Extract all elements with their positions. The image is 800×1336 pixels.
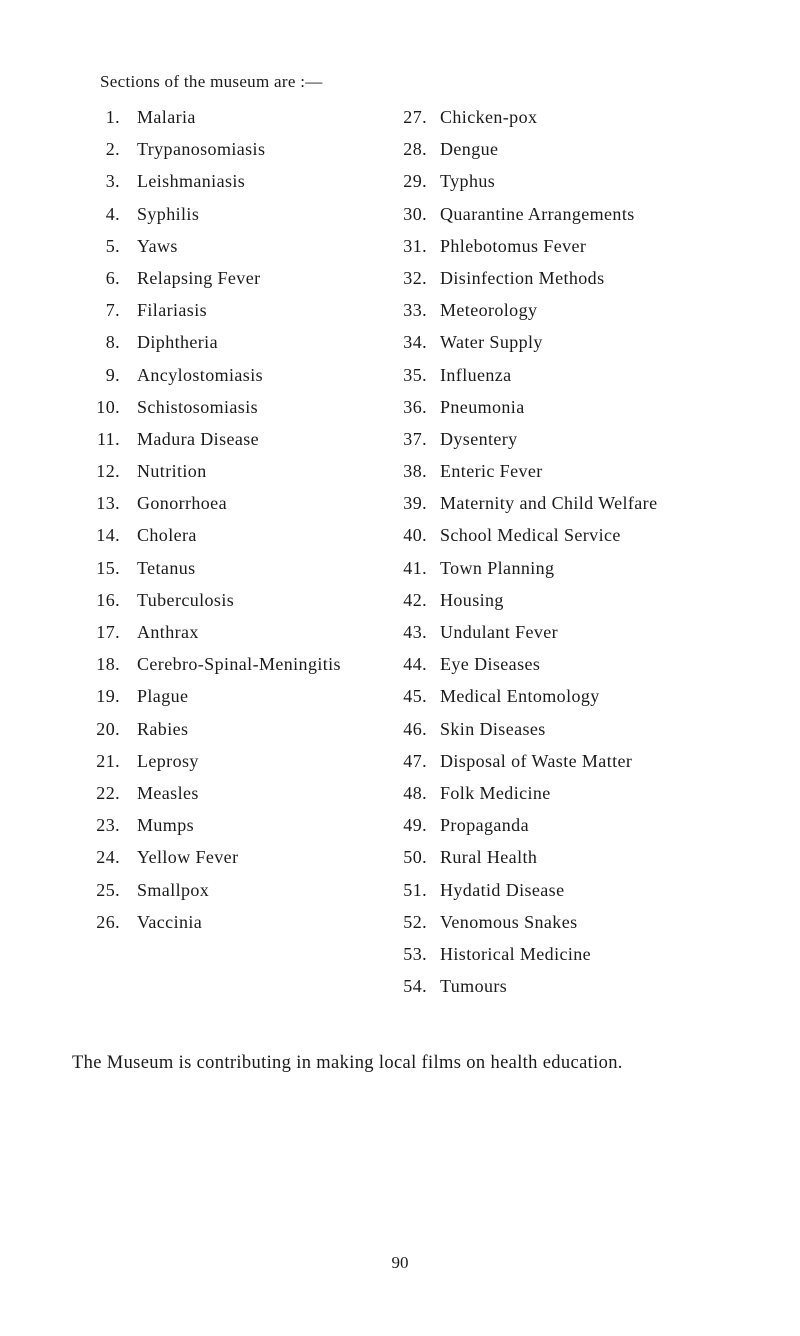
item-name: Folk Medicine <box>440 782 551 803</box>
list-item <box>403 133 800 165</box>
item-name: Tumours <box>440 976 508 997</box>
list-item <box>403 165 800 197</box>
item-name: Ancylostomiasis <box>137 364 263 385</box>
item-number: 36. <box>403 396 427 417</box>
item-name: Rural Health <box>440 847 538 868</box>
item-name: Phlebotomus Fever <box>440 235 587 256</box>
item-name: Vaccinia <box>137 911 203 932</box>
item-name: Relapsing Fever <box>137 267 261 288</box>
item-name: Mumps <box>137 815 195 836</box>
list-item <box>96 262 386 294</box>
item-name: Chicken-pox <box>440 107 538 127</box>
list-item <box>96 552 386 584</box>
list-item <box>96 133 386 165</box>
item-number: 52. <box>403 911 427 932</box>
list-item <box>96 680 386 712</box>
item-number: 3. <box>105 171 120 192</box>
intro-text: Sections of the museum are :— <box>100 72 323 91</box>
list-item <box>96 326 386 358</box>
page-number: 90 <box>391 1253 409 1272</box>
list-item <box>96 648 386 680</box>
item-name: Rabies <box>137 718 189 739</box>
list-item <box>96 198 386 230</box>
item-name: Anthrax <box>137 622 199 642</box>
item-name: Water Supply <box>440 332 543 353</box>
item-name: Schistosomiasis <box>137 396 259 417</box>
item-number: 16. <box>96 589 120 610</box>
item-name: Yellow Fever <box>137 847 239 868</box>
list-item <box>403 423 800 455</box>
item-number: 37. <box>403 428 427 449</box>
list-item <box>96 745 386 777</box>
item-name: Cerebro-Spinal-Meningitis <box>137 654 341 675</box>
item-name: Venomous Snakes <box>440 911 578 932</box>
item-number: 9. <box>105 364 120 385</box>
item-name: Gonorrhoea <box>137 493 227 514</box>
item-name: Meteorology <box>440 300 538 321</box>
list-item <box>403 938 800 970</box>
item-number: 34. <box>403 332 427 353</box>
list-item <box>403 616 800 648</box>
item-name: Measles <box>137 782 199 803</box>
sections-list-left <box>96 101 386 938</box>
item-name: Historical Medicine <box>440 943 592 964</box>
item-number: 4. <box>105 203 120 224</box>
item-number: 18. <box>96 654 120 675</box>
list-item <box>96 809 386 841</box>
item-number: 43. <box>403 622 427 642</box>
item-number: 13. <box>96 493 120 514</box>
item-number: 46. <box>403 718 427 739</box>
list-item <box>96 359 386 391</box>
item-name: Plague <box>137 686 189 707</box>
list-item <box>403 455 800 487</box>
list-item <box>403 584 800 616</box>
list-item <box>403 970 800 1002</box>
item-number: 29. <box>403 171 427 192</box>
item-name: Disinfection Methods <box>440 267 605 288</box>
item-number: 8. <box>105 332 120 353</box>
item-number: 26. <box>96 911 120 932</box>
list-item <box>96 519 386 551</box>
item-number: 1. <box>105 107 120 127</box>
item-number: 54. <box>403 976 427 997</box>
item-number: 53. <box>403 943 427 964</box>
item-name: Medical Entomology <box>440 686 600 707</box>
list-item <box>96 423 386 455</box>
item-number: 21. <box>96 750 120 771</box>
item-number: 48. <box>403 782 427 803</box>
item-name: Propaganda <box>440 815 529 836</box>
item-number: 10. <box>96 396 120 417</box>
list-item <box>403 391 800 423</box>
item-number: 33. <box>403 300 427 321</box>
list-item <box>403 841 800 873</box>
item-name: Trypanosomiasis <box>137 139 266 160</box>
item-name: Disposal of Waste Matter <box>440 750 633 771</box>
item-number: 7. <box>105 300 120 321</box>
item-number: 27. <box>403 107 427 127</box>
list-item <box>403 648 800 680</box>
item-name: School Medical Service <box>440 525 621 546</box>
item-number: 39. <box>403 493 427 514</box>
item-name: Quarantine Arrangements <box>440 203 635 224</box>
item-number: 40. <box>403 525 427 546</box>
list-item <box>96 487 386 519</box>
item-name: Malaria <box>137 107 196 127</box>
list-item <box>96 616 386 648</box>
item-number: 15. <box>96 557 120 578</box>
list-item <box>403 519 800 551</box>
list-item <box>96 777 386 809</box>
item-number: 35. <box>403 364 427 385</box>
item-number: 6. <box>105 267 120 288</box>
item-number: 28. <box>403 139 427 160</box>
sections-list-right <box>403 101 800 1002</box>
item-name: Enteric Fever <box>440 461 543 482</box>
item-name: Yaws <box>137 235 178 256</box>
list-item <box>96 294 386 326</box>
item-name: Smallpox <box>137 879 210 900</box>
item-number: 31. <box>403 235 427 256</box>
item-number: 24. <box>96 847 120 868</box>
item-name: Leprosy <box>137 750 199 771</box>
item-name: Eye Diseases <box>440 654 541 675</box>
list-item <box>403 101 800 133</box>
list-item <box>403 294 800 326</box>
item-number: 17. <box>96 622 120 642</box>
item-number: 23. <box>96 815 120 836</box>
item-name: Syphilis <box>137 203 200 224</box>
item-number: 50. <box>403 847 427 868</box>
list-item <box>96 455 386 487</box>
list-item <box>403 874 800 906</box>
item-name: Influenza <box>440 364 512 385</box>
item-name: Madura Disease <box>137 428 260 449</box>
list-item <box>403 713 800 745</box>
list-item <box>96 906 386 938</box>
item-name: Tetanus <box>137 557 196 578</box>
list-item <box>403 230 800 262</box>
list-item <box>96 230 386 262</box>
list-item <box>403 745 800 777</box>
item-name: Town Planning <box>440 557 555 578</box>
item-number: 11. <box>96 428 120 449</box>
item-name: Typhus <box>440 171 496 192</box>
item-number: 14. <box>96 525 120 546</box>
list-item <box>96 874 386 906</box>
list-item <box>403 198 800 230</box>
list-item <box>96 101 386 133</box>
item-number: 32. <box>403 267 427 288</box>
item-name: Hydatid Disease <box>440 879 565 900</box>
item-number: 2. <box>105 139 120 160</box>
item-number: 22. <box>96 782 120 803</box>
list-item <box>96 584 386 616</box>
item-number: 47. <box>403 750 427 771</box>
list-item <box>96 165 386 197</box>
item-number: 51. <box>403 879 427 900</box>
item-number: 19. <box>96 686 120 707</box>
list-item <box>403 809 800 841</box>
footer-note: The Museum is contributing in making local films on health education. <box>72 1053 623 1073</box>
list-item <box>403 359 800 391</box>
item-name: Cholera <box>137 525 197 546</box>
item-number: 45. <box>403 686 427 707</box>
list-item <box>403 906 800 938</box>
item-number: 20. <box>96 718 120 739</box>
list-item <box>403 487 800 519</box>
item-name: Leishmaniasis <box>137 171 246 192</box>
item-name: Nutrition <box>137 461 207 482</box>
item-number: 38. <box>403 461 427 482</box>
list-item <box>403 680 800 712</box>
item-number: 30. <box>403 203 427 224</box>
list-item <box>403 326 800 358</box>
item-name: Housing <box>440 589 504 610</box>
item-name: Diphtheria <box>137 332 218 353</box>
item-number: 44. <box>403 654 427 675</box>
list-item <box>403 552 800 584</box>
item-name: Filariasis <box>137 300 207 321</box>
item-name: Dysentery <box>440 428 518 449</box>
item-number: 25. <box>96 879 120 900</box>
list-item <box>96 713 386 745</box>
list-item <box>403 262 800 294</box>
item-name: Pneumonia <box>440 396 525 417</box>
item-number: 5. <box>105 235 120 256</box>
item-number: 41. <box>403 557 427 578</box>
list-item <box>96 391 386 423</box>
item-number: 49. <box>403 815 427 836</box>
item-name: Tuberculosis <box>137 589 235 610</box>
item-name: Maternity and Child Welfare <box>440 493 658 514</box>
list-item <box>403 777 800 809</box>
item-name: Undulant Fever <box>440 622 559 642</box>
item-number: 42. <box>403 589 427 610</box>
list-item <box>96 841 386 873</box>
item-name: Dengue <box>440 139 499 160</box>
item-name: Skin Diseases <box>440 718 546 739</box>
item-number: 12. <box>96 461 120 482</box>
